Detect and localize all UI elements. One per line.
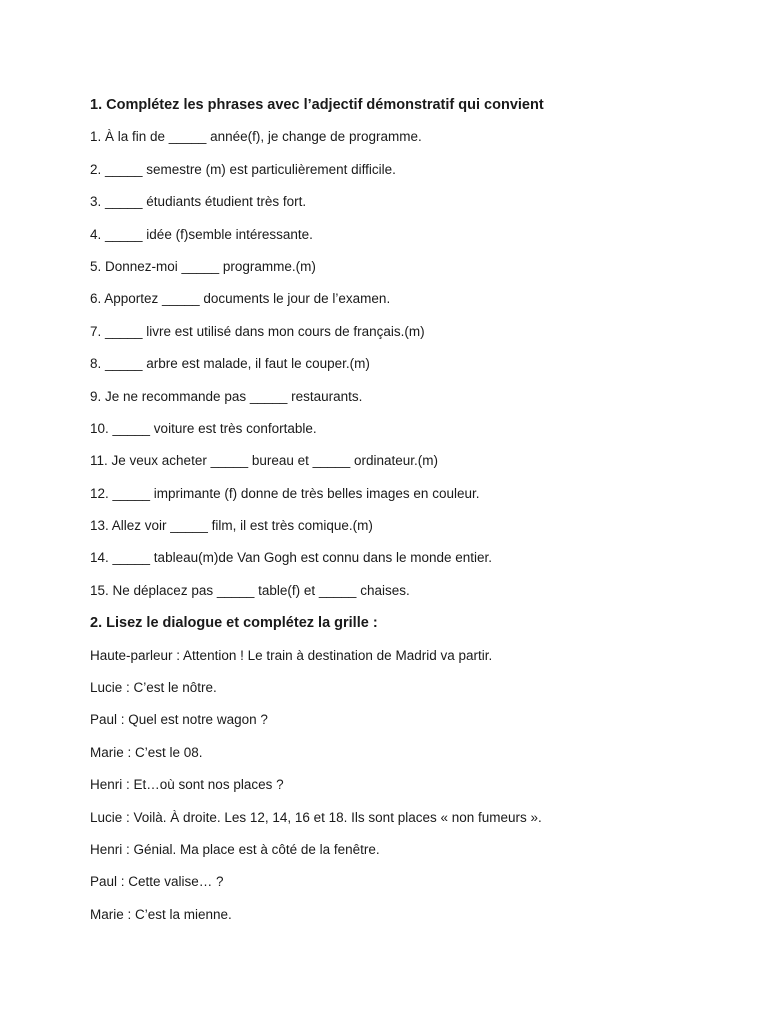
exercise-item-13: 13. Allez voir _____ film, il est très comique.(m) <box>90 518 373 534</box>
exercise-item-14: 14. _____ tableau(m)de Van Gogh est connu dans le monde entier. <box>90 550 493 566</box>
dialogue-line-4: Marie : C’est le 08. <box>90 744 203 760</box>
dialogue-line-1: Haute-parleur : Attention ! Le train à destination de Madrid va partir. <box>90 647 493 663</box>
exercise-item-11: 11. Je veux acheter _____ bureau et _____ ordinateur.(m) <box>90 453 438 469</box>
exercise-item-7: 7. _____ livre est utilisé dans mon cours de français.(m) <box>90 323 425 339</box>
exercise-item-12: 12. _____ imprimante (f) donne de très belles images en couleur. <box>90 485 480 501</box>
dialogue-line-8: Paul : Cette valise… ? <box>90 874 224 890</box>
exercise-item-4: 4. _____ idée (f)semble intéressante. <box>90 226 313 242</box>
dialogue-line-7: Henri : Génial. Ma place est à côté de la fenêtre. <box>90 841 380 857</box>
exercise-item-1: 1. À la fin de _____ année(f), je change de programme. <box>90 129 422 145</box>
exercise-item-15: 15. Ne déplacez pas _____ table(f) et _____ chaises. <box>90 582 410 598</box>
exercise-item-6: 6. Apportez _____ documents le jour de l’examen. <box>90 291 391 307</box>
section1-heading: 1. Complétez les phrases avec l’adjectif démonstratif qui convient <box>90 97 544 113</box>
exercise-item-2: 2. _____ semestre (m) est particulièrement difficile. <box>90 161 396 177</box>
worksheet-page <box>90 94 730 936</box>
exercise-item-5: 5. Donnez-moi _____ programme.(m) <box>90 258 316 274</box>
dialogue-line-2: Lucie : C’est le nôtre. <box>90 680 217 696</box>
dialogue-line-3: Paul : Quel est notre wagon ? <box>90 712 268 728</box>
dialogue-line-5: Henri : Et…où sont nos places ? <box>90 777 284 793</box>
exercise-item-10: 10. _____ voiture est très confortable. <box>90 420 317 436</box>
dialogue-line-6: Lucie : Voilà. À droite. Les 12, 14, 16 et 18. Ils sont places « non fumeurs ». <box>90 809 542 825</box>
dialogue-line-9: Marie : C’est la mienne. <box>90 906 232 922</box>
exercise-item-3: 3. _____ étudiants étudient très fort. <box>90 194 307 210</box>
section2-heading: 2. Lisez le dialogue et complétez la grille : <box>90 615 378 632</box>
exercise-item-9: 9. Je ne recommande pas _____ restaurants. <box>90 388 363 404</box>
exercise-item-8: 8. _____ arbre est malade, il faut le couper.(m) <box>90 356 370 372</box>
